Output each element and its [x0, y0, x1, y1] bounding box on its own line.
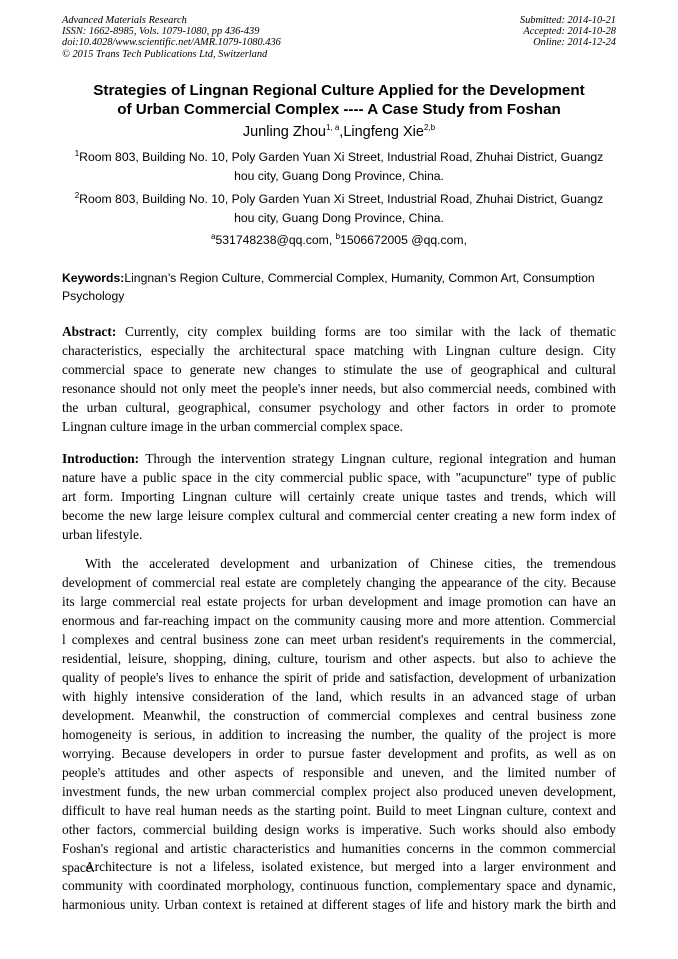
email-link[interactable]: 531748238@qq.com, [215, 233, 336, 247]
emails [62, 232, 616, 248]
text-line: difficult to have real human needs as the starting point. Build to meet Lingnan culture, context and [62, 803, 616, 818]
authors [62, 123, 616, 141]
body-paragraph-2 [62, 857, 616, 914]
text-line: Architecture is not a lifeless, isolated existence, but merged into a larger environment and [85, 859, 616, 874]
text-line: quality of people's lives to enhance the spirit of pride and satisfaction, development of urbanization [62, 670, 616, 685]
body-paragraph-1 [62, 554, 616, 877]
text-line: development. Meanwhil, the construction of commercial complexes and central business zone [62, 708, 616, 723]
text-line: enormous and far-reaching impact on the community causing more and more attention. Commercial [62, 613, 616, 628]
text-line: other factors, commercial building design works is imperative. Such works should also embody [62, 822, 616, 837]
affiliation-2 [62, 190, 616, 228]
text-line: urban lifestyle. [62, 527, 143, 542]
affiliation-line: Room 803, Building No. 10, Poly Garden Yuan Xi Street, Industrial Road, Zhuhai District, Guangz [79, 192, 604, 206]
introduction-label: Introduction: [62, 451, 140, 466]
introduction [62, 449, 616, 544]
submitted-date: Submitted: 2014-10-21 [519, 15, 616, 26]
affiliation-sup: 2 [74, 190, 80, 200]
author-separator: , [339, 124, 344, 140]
text-line: people's attitudes and other aspects of responsible and uneven, and the limited number of [62, 765, 616, 780]
text-line: the urban cultural, geographical, consumer psychology and other factors in order to promote [62, 400, 616, 415]
issn: ISSN: 1662-8985, Vols. 1079-1080, pp 436-439 [62, 26, 260, 38]
text-line: commercial space to generate new changes to stimulate the use of geographical and cultural [62, 362, 616, 377]
text-line: Foshan's regional and artistic characteristics and humanities concerns in the common commercial [62, 841, 616, 856]
journal-header-right [520, 15, 616, 49]
journal-header-left [62, 15, 281, 60]
email-sup: a [211, 231, 216, 241]
text-line: its large commercial real estate projects for urban development and image promotion can have an [62, 594, 616, 609]
affiliation-sup: 1 [74, 148, 80, 158]
doi: doi:10.4028/www.scientific.net/AMR.1079-1080.436 [62, 37, 281, 49]
text-line: Through the intervention strategy Lingnan culture, regional integration and human [139, 451, 616, 466]
keywords-text: Psychology [62, 289, 125, 303]
text-line: with highly intensive consideration of the land, which results in an advanced stage of urban [62, 689, 616, 704]
online-date: Online: 2014-12-24 [533, 37, 616, 49]
text-line: space. [62, 860, 96, 875]
author-name: Lingfeng Xie [343, 124, 424, 140]
accepted-date: Accepted: 2014-10-28 [523, 26, 616, 38]
paper-title [62, 81, 616, 119]
journal-name: Advanced Materials Research [62, 15, 187, 26]
text-line: community with coordinated morphology, continuous function, complementary space and dynamic, [62, 878, 616, 893]
affiliation-line: Room 803, Building No. 10, Poly Garden Yuan Xi Street, Industrial Road, Zhuhai District, Guangz [79, 150, 604, 164]
keywords-label: Keywords: [62, 271, 125, 285]
text-line: art form. Importing Lingnan culture will certainly create unique tastes and trends, which will [62, 489, 616, 504]
keywords [62, 269, 618, 305]
text-line: characteristics, especially the architectural space matching with Lingnan culture design. City [62, 343, 616, 358]
text-line: residential, leisure, shopping, dining, culture, tourism and other aspects. but also to achieve the [62, 651, 616, 666]
author-name: Junling Zhou [242, 124, 326, 140]
text-line: l complexes and central business zone can meet urban resident's requirements in the commercial, [62, 632, 616, 647]
email-sup: b [335, 231, 341, 241]
title-line-2: of Urban Commercial Complex ---- A Case Study from Foshan [117, 101, 561, 118]
copyright: © 2015 Trans Tech Publications Ltd, Switzerland [62, 48, 268, 60]
text-line: investment funds, the new urban commercial complex project also produced uneven development, [62, 784, 616, 799]
text-line: homogeneity is serious, in addition to increasing the number, the quality of the project is more [62, 727, 616, 742]
text-line: Lingnan culture image in the urban commercial complex space. [62, 419, 403, 434]
text-line: nature have a public space in the city commercial public space, with "acupuncture" type of public [62, 470, 616, 485]
text-line: resonance should not only meet the people's inner needs, but also commercial needs, combined with [62, 381, 616, 396]
affiliation-1 [62, 148, 616, 186]
abstract [62, 322, 616, 436]
abstract-label: Abstract: [62, 324, 117, 339]
text-line: development of commercial real estate are completely changing the appearance of the city. Because [62, 575, 616, 590]
text-line: With the accelerated development and urbanization of Chinese cities, the tremendous [85, 556, 616, 571]
title-line-1: Strategies of Lingnan Regional Culture Applied for the Development [93, 82, 585, 99]
text-line: Currently, city complex building forms are too similar with the lack of thematic [116, 324, 616, 339]
email-link[interactable]: 1506672005 @qq.com, [340, 233, 467, 247]
author-sup: 1, a [325, 123, 340, 133]
affiliation-line: hou city, Guang Dong Province, China. [234, 211, 444, 225]
affiliation-line: hou city, Guang Dong Province, China. [234, 169, 444, 183]
text-line: become the new large leisure complex cultural and commercial center creating a new form index of [62, 508, 616, 523]
author-sup: 2,b [423, 123, 436, 133]
text-line: worrying. Because developers in order to pursue faster development and profits, as well as on [62, 746, 616, 761]
text-line: harmonious unity. Urban context is retained at different stages of life and history mark the birth and [62, 897, 616, 912]
keywords-text: Lingnan’s Region Culture, Commercial Complex, Humanity, Common Art, Consumption [124, 271, 595, 285]
